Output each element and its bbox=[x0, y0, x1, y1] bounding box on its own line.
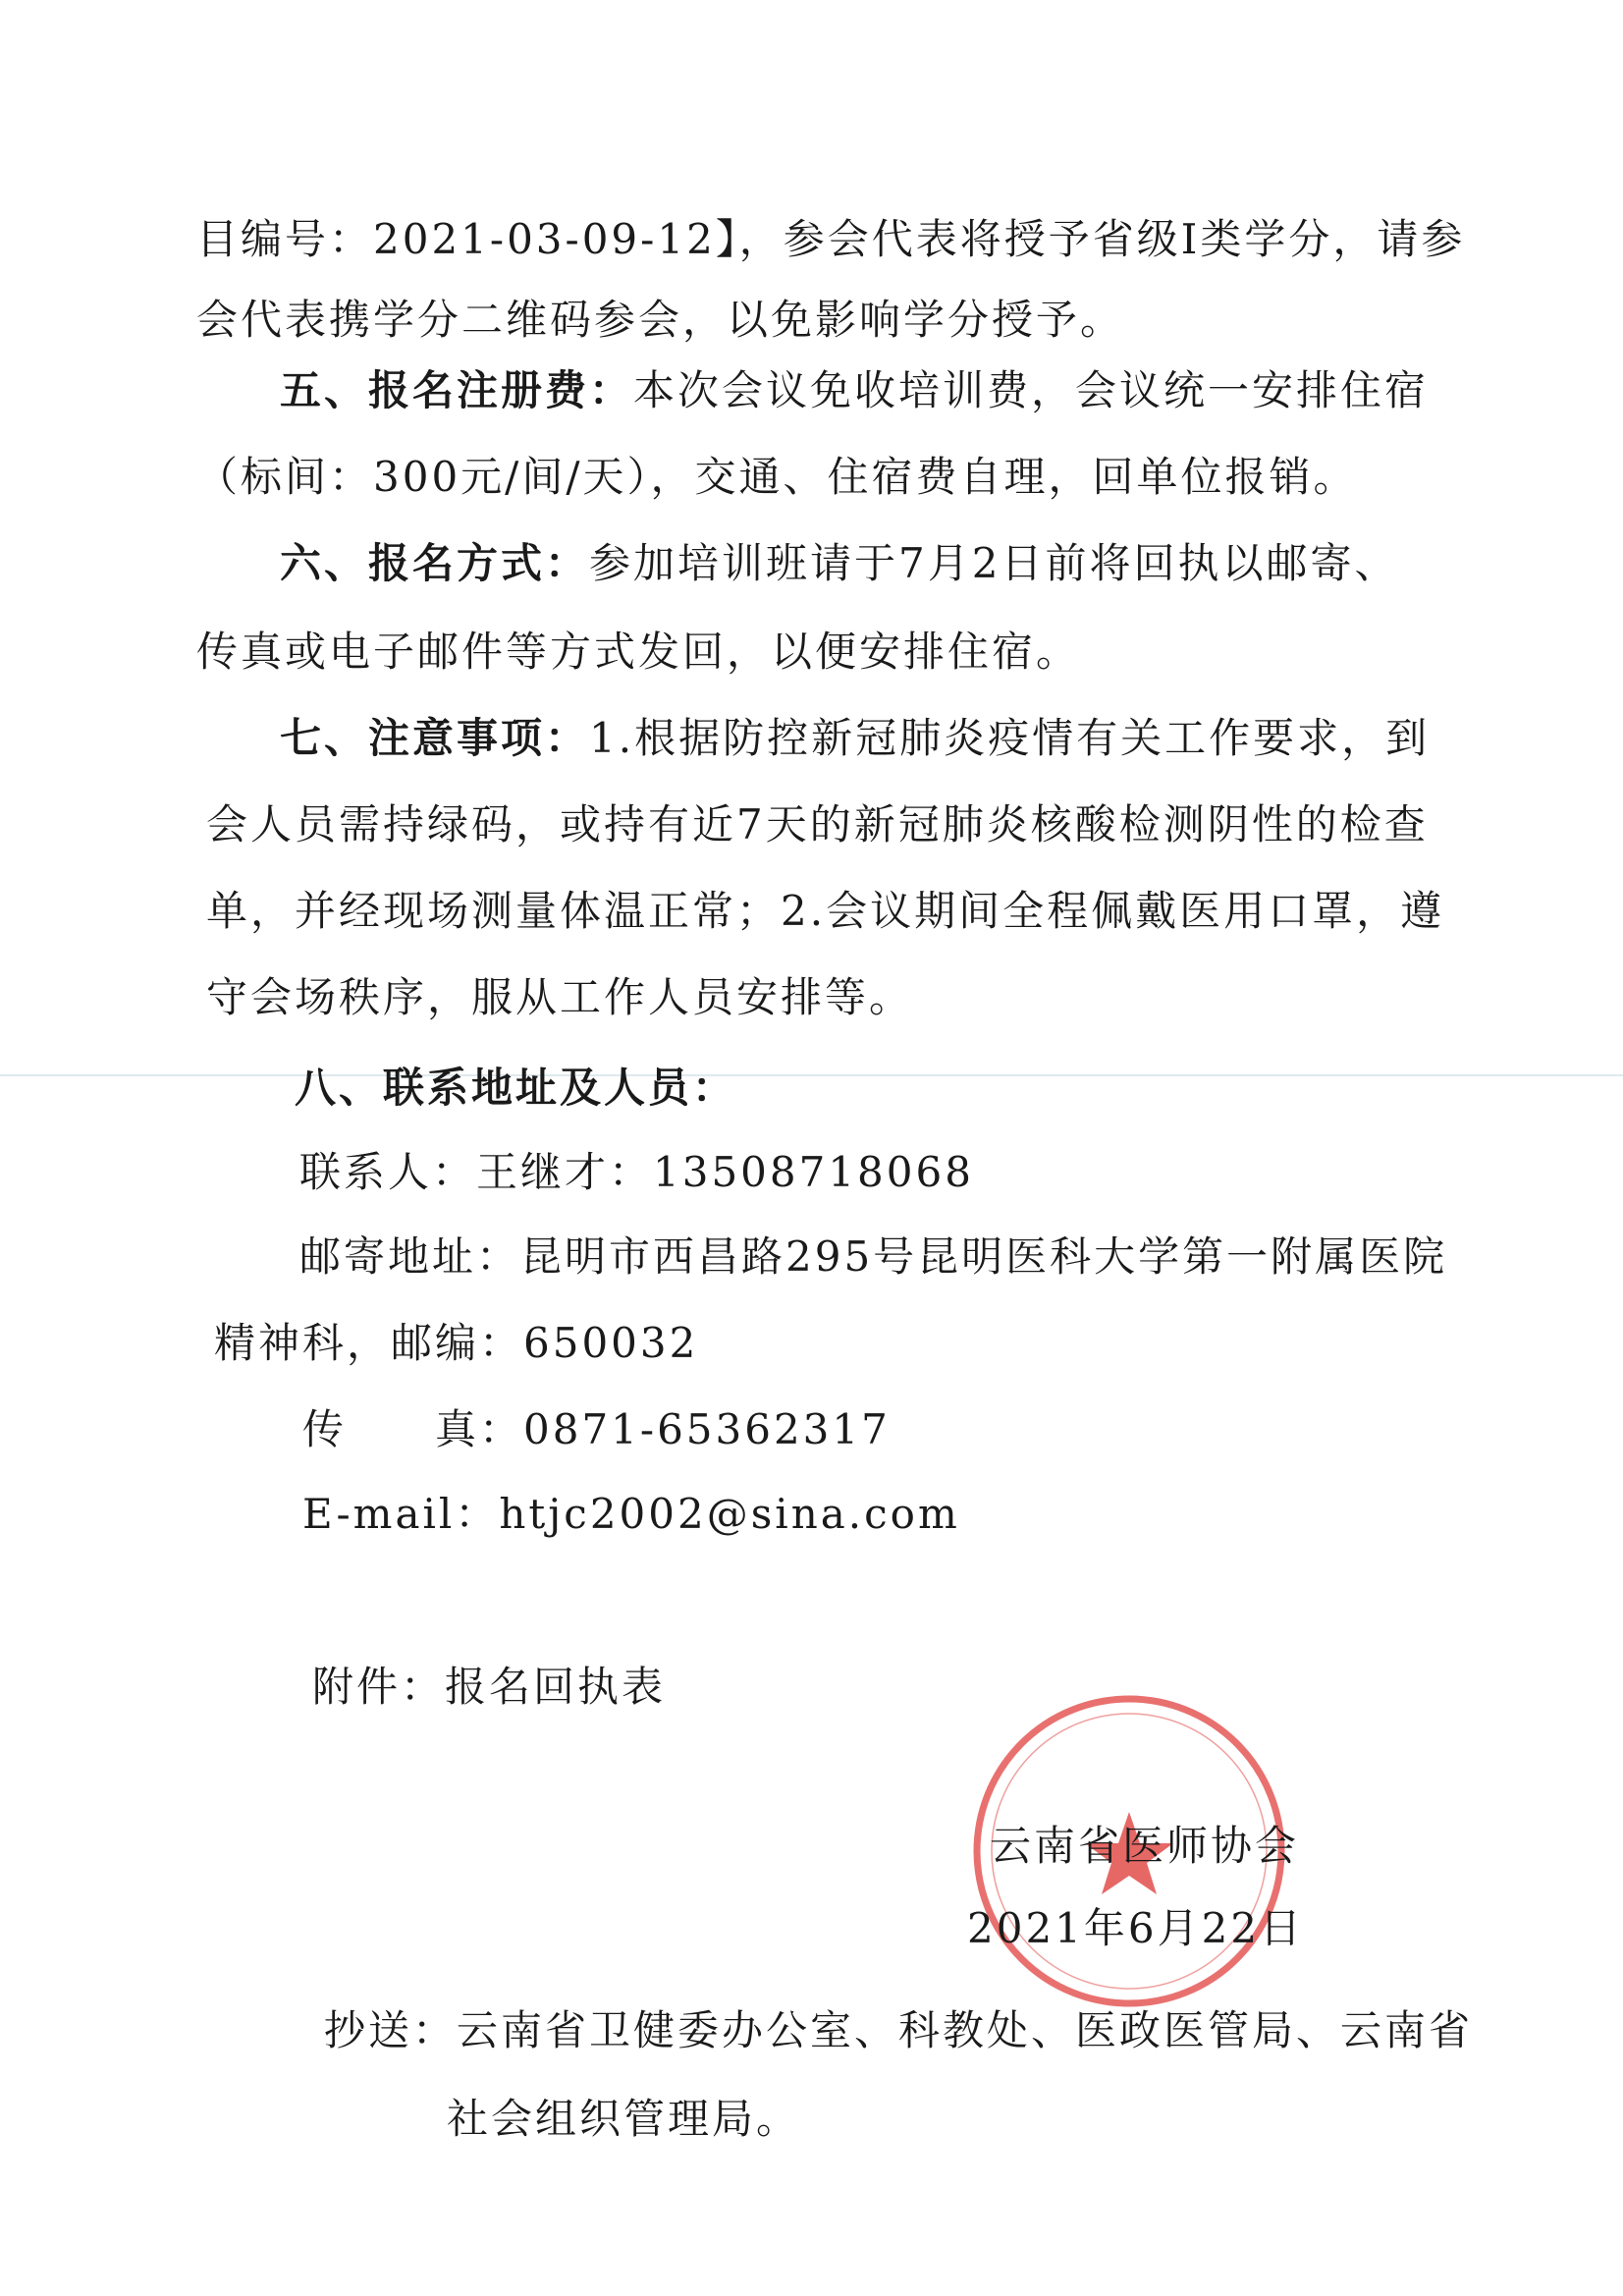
section-5 bbox=[280, 363, 1429, 418]
section-8-heading: 八、联系地址及人员： bbox=[295, 1064, 737, 1112]
section-heading: 六、报名方式： bbox=[280, 539, 590, 587]
paragraph-line: 会人员需持绿码，或持有近7天的新冠肺炎核酸检测阴性的检查 bbox=[206, 800, 1429, 848]
paragraph-line: 单，并经现场测量体温正常；2.会议期间全程佩戴医用口罩，遵 bbox=[206, 887, 1445, 935]
mailing-address-cont: 精神科，邮编：650032 bbox=[214, 1319, 699, 1367]
paragraph-text: 参加培训班请于7月2日前将回执以邮寄、 bbox=[589, 539, 1399, 587]
paragraph-line: 传真或电子邮件等方式发回，以便安排住宿。 bbox=[196, 628, 1081, 676]
section-7 bbox=[280, 711, 1430, 766]
mailing-address: 邮寄地址：昆明市西昌路295号昆明医科大学第一附属医院 bbox=[299, 1232, 1448, 1281]
paragraph-line: 会代表携学分二维码参会，以免影响学分授予。 bbox=[196, 296, 1125, 344]
paragraph-line: （标间：300元/间/天），交通、住宿费自理，回单位报销。 bbox=[196, 453, 1358, 501]
paragraph-text: 1.根据防控新冠肺炎疫情有关工作要求，到 bbox=[589, 714, 1431, 762]
paragraph-line: 目编号：2021-03-09-12】，参会代表将授予省级Ⅰ类学分，请参 bbox=[196, 215, 1466, 263]
section-6 bbox=[280, 536, 1398, 591]
contact-person: 联系人：王继才：13508718068 bbox=[299, 1148, 974, 1196]
paragraph-line: 守会场秩序，服从工作人员安排等。 bbox=[206, 973, 914, 1021]
signature-org: 云南省医师协会 bbox=[990, 1822, 1300, 1870]
paragraph-text: 本次会议免收培训费，会议统一安排住宿 bbox=[633, 366, 1430, 414]
cc-list-cont: 社会组织管理局。 bbox=[447, 2095, 801, 2143]
email-address: E-mail：htjc2002@sina.com bbox=[302, 1490, 960, 1538]
cc-list: 抄送：云南省卫健委办公室、科教处、医政医管局、云南省 bbox=[324, 2006, 1474, 2054]
section-heading: 七、注意事项： bbox=[280, 714, 590, 762]
section-heading: 五、报名注册费： bbox=[280, 366, 634, 414]
scan-artifact-line bbox=[0, 1074, 1623, 1076]
attachment-note: 附件：报名回执表 bbox=[312, 1663, 667, 1711]
fax-number: 传 真：0871-65362317 bbox=[302, 1405, 891, 1453]
signature-date: 2021年6月22日 bbox=[967, 1904, 1305, 1952]
